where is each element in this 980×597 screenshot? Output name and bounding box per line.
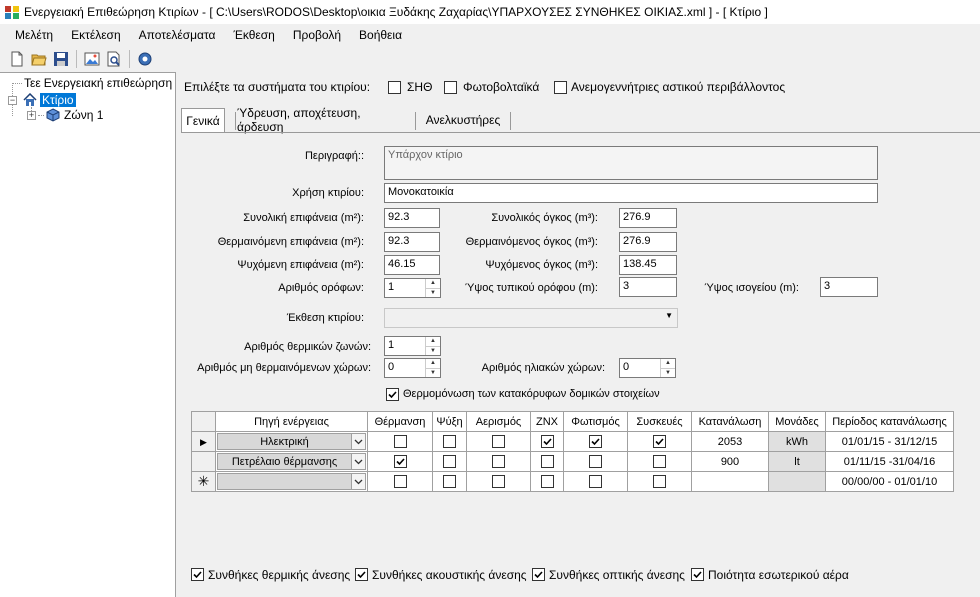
grid-row[interactable] <box>192 432 954 452</box>
grid-check-cell[interactable] <box>628 472 692 492</box>
period-cell[interactable]: 00/00/00 - 01/01/10 <box>826 472 954 492</box>
grid-checkbox[interactable] <box>394 435 407 448</box>
grid-check-cell[interactable] <box>531 432 564 452</box>
checkmark-icon <box>356 569 367 580</box>
save-icon <box>53 51 69 67</box>
photovoltaics-label: Φωτοβολταϊκά <box>463 80 540 94</box>
col-header[interactable]: Συσκευές <box>628 412 692 432</box>
print-preview-button[interactable] <box>103 48 125 70</box>
thermal-zones-stepper[interactable]: 1 ▲ ▼ <box>384 336 441 356</box>
description-field[interactable]: Υπάρχον κτίριο <box>384 146 878 180</box>
spin-down-icon[interactable]: ▼ <box>665 370 671 376</box>
checkmark-icon <box>192 569 203 580</box>
solar-spaces-label: Αριθμός ηλιακών χώρων: <box>481 362 605 374</box>
spin-up-icon[interactable]: ▲ <box>426 279 440 289</box>
grid-checkbox[interactable] <box>492 475 505 488</box>
visual-comfort-label: Συνθήκες οπτικής άνεσης <box>549 568 685 582</box>
grid-check-cell[interactable] <box>628 452 692 472</box>
grid-checkbox[interactable] <box>443 435 456 448</box>
row-header[interactable] <box>192 452 216 472</box>
floor-height-label: Ύψος τυπικού ορόφου (m): <box>464 282 598 294</box>
grid-checkbox[interactable] <box>653 435 666 448</box>
open-button[interactable] <box>28 48 50 70</box>
ground-height-label: Ύψος ισογείου (m): <box>704 282 799 294</box>
grid-checkbox[interactable] <box>394 455 407 468</box>
current-row-icon: ▶ <box>200 436 207 447</box>
grid-checkbox[interactable] <box>653 475 666 488</box>
col-header[interactable]: Περίοδος κατανάλωσης <box>826 412 954 432</box>
title-bar <box>0 0 980 24</box>
grid-check-cell[interactable] <box>433 432 467 452</box>
save-button[interactable] <box>50 48 72 70</box>
house-icon <box>23 93 37 107</box>
energy-source-cell[interactable] <box>216 432 368 452</box>
col-header[interactable]: Ψύξη <box>433 412 467 432</box>
col-header[interactable]: Θέρμανση <box>368 412 433 432</box>
image-icon <box>84 51 100 67</box>
exposure-label: Έκθεση κτιρίου: <box>286 312 364 324</box>
grid-checkbox[interactable] <box>443 475 456 488</box>
heated-volume-label: Θερμαινόμενος όγκος (m³): <box>465 236 598 248</box>
tree-root-prefix: Τεε <box>24 76 41 90</box>
cooled-volume-field[interactable]: 138.45 <box>619 255 677 275</box>
expand-icon[interactable]: + <box>28 109 35 120</box>
floor-height-field[interactable]: 3 <box>619 277 677 297</box>
settings-icon <box>137 51 153 67</box>
chevron-down-icon: ▼ <box>665 311 673 320</box>
insulation-checkbox[interactable] <box>386 388 399 401</box>
chevron-down-icon[interactable] <box>351 434 365 449</box>
checkmark-icon <box>590 436 601 447</box>
collapse-icon[interactable]: − <box>9 94 16 105</box>
grid-check-cell[interactable] <box>368 432 433 452</box>
grid-check-cell[interactable] <box>467 452 531 472</box>
acoustic-comfort-checkbox[interactable] <box>355 568 368 581</box>
spin-up-icon[interactable]: ▲ <box>661 359 675 369</box>
checkmark-icon <box>387 389 398 400</box>
grid-check-cell[interactable] <box>628 432 692 452</box>
tree-zone-label: Ζώνη 1 <box>64 108 104 122</box>
use-field[interactable]: Μονοκατοικία <box>384 183 878 203</box>
floors-stepper[interactable]: 1 ▲ ▼ <box>384 278 441 298</box>
grid-checkbox[interactable] <box>492 435 505 448</box>
photovoltaics-checkbox[interactable] <box>444 81 457 94</box>
energy-source-cell[interactable] <box>216 452 368 472</box>
energy-source-select[interactable] <box>217 433 366 450</box>
tab-water[interactable]: Ύδρευση, αποχέτευση, άρδευση <box>237 106 361 134</box>
grid-checkbox[interactable] <box>589 455 602 468</box>
menu-bar <box>0 24 980 46</box>
energy-source-select[interactable] <box>217 473 366 490</box>
total-volume-label: Συνολικός όγκος (m³): <box>491 212 598 224</box>
cooled-area-label: Ψυχόμενη επιφάνεια (m²): <box>237 259 364 271</box>
grid-checkbox[interactable] <box>541 455 554 468</box>
total-area-label: Συνολική επιφάνεια (m²): <box>243 212 364 224</box>
acoustic-comfort-label: Συνθήκες ακουστικής άνεσης <box>372 568 527 582</box>
grid-checkbox[interactable] <box>443 455 456 468</box>
wind-turbines-checkbox[interactable] <box>554 81 567 94</box>
grid-check-cell[interactable] <box>368 452 433 472</box>
grid-check-cell[interactable] <box>467 472 531 492</box>
menu-report[interactable]: Έκθεση <box>233 28 275 42</box>
spin-up-icon[interactable]: ▲ <box>426 359 440 369</box>
grid-check-cell[interactable] <box>433 452 467 472</box>
chevron-down-icon[interactable] <box>351 474 365 489</box>
energy-source-value: Πετρέλαιο θέρμανσης <box>231 455 338 468</box>
building-panel <box>177 72 980 597</box>
toolbar-separator <box>76 50 77 68</box>
energy-source-value: Ηλεκτρική <box>260 435 309 448</box>
units-cell[interactable]: kWh <box>769 432 826 452</box>
spin-down-icon[interactable]: ▼ <box>430 348 436 354</box>
open-folder-icon <box>31 51 47 67</box>
grid-checkbox[interactable] <box>541 475 554 488</box>
col-header[interactable]: Μονάδες <box>769 412 826 432</box>
grid-checkbox[interactable] <box>394 475 407 488</box>
air-quality-label: Ποιότητα εσωτερικού αέρα <box>708 568 849 582</box>
grid-check-cell[interactable] <box>531 472 564 492</box>
systems-label: Επιλέξτε τα συστήματα του κτιρίου: <box>184 80 371 94</box>
menu-run[interactable]: Εκτέλεση <box>71 28 121 42</box>
grid-check-cell[interactable] <box>564 452 628 472</box>
grid-check-cell[interactable] <box>467 432 531 452</box>
new-file-button[interactable] <box>6 48 28 70</box>
toolbar-separator <box>129 50 130 68</box>
period-cell[interactable]: 01/11/15 -31/04/16 <box>826 452 954 472</box>
grid-check-cell[interactable] <box>531 452 564 472</box>
period-cell[interactable]: 01/01/15 - 31/12/15 <box>826 432 954 452</box>
app-icon <box>4 4 20 20</box>
col-header[interactable]: Πηγή ενέργειας <box>216 412 368 432</box>
col-header[interactable]: Φωτισμός <box>564 412 628 432</box>
tree-root-label: Ενεργειακή επιθεώρηση <box>43 76 173 90</box>
heated-volume-field[interactable]: 276.9 <box>619 232 677 252</box>
checkmark-icon <box>692 569 703 580</box>
tree-item-zone[interactable] <box>27 107 103 123</box>
grid-row[interactable] <box>192 472 954 492</box>
menu-results[interactable]: Αποτελέσματα <box>138 28 216 42</box>
zone-cube-icon <box>46 108 60 122</box>
use-label: Χρήση κτιρίου: <box>292 187 364 199</box>
heated-area-field[interactable]: 92.3 <box>384 232 440 252</box>
total-area-field[interactable]: 92.3 <box>384 208 440 228</box>
thermal-zones-label: Αριθμός θερμικών ζωνών: <box>244 341 371 353</box>
toolbar <box>0 46 980 72</box>
ground-height-field[interactable]: 3 <box>820 277 878 297</box>
tree-item-building[interactable] <box>8 92 76 108</box>
consumption-cell[interactable] <box>692 472 769 492</box>
new-row-icon: ✳ <box>197 473 210 489</box>
checkmark-icon <box>395 456 406 467</box>
grid-checkbox[interactable] <box>589 475 602 488</box>
checkmark-icon <box>533 569 544 580</box>
spin-up-icon[interactable]: ▲ <box>426 337 440 347</box>
menu-study[interactable]: Μελέτη <box>15 28 54 42</box>
consumption-cell[interactable]: 2053 <box>692 432 769 452</box>
energy-source-select[interactable] <box>217 453 366 470</box>
thermal-comfort-checkbox[interactable] <box>191 568 204 581</box>
checkmark-icon <box>654 436 665 447</box>
settings-button[interactable] <box>134 48 156 70</box>
spin-down-icon[interactable]: ▼ <box>430 290 436 296</box>
image-button[interactable] <box>81 48 103 70</box>
chp-label: ΣΗΘ <box>407 80 433 94</box>
grid-row[interactable] <box>192 452 954 472</box>
window-title: Ενεργειακή Επιθεώρηση Κτιρίων - [ C:\Users\RODOS\Desktop\οικια Ξυδάκης Ζαχαρίας\ΥΠΑΡΧΟΥΣΕΣ ΣΥΝΘΗΚΕΣ ΟΙΚΙΑΣ.xml ] - [ Κτίριο ] <box>24 5 768 19</box>
units-cell[interactable] <box>769 472 826 492</box>
new-file-icon <box>9 51 25 67</box>
energy-source-cell[interactable] <box>216 472 368 492</box>
cooled-area-field[interactable]: 46.15 <box>384 255 440 275</box>
air-quality-checkbox[interactable] <box>691 568 704 581</box>
visual-comfort-checkbox[interactable] <box>532 568 545 581</box>
col-header[interactable]: ΖΝΧ <box>531 412 564 432</box>
consumption-cell[interactable]: 900 <box>692 452 769 472</box>
grid-corner <box>192 412 216 432</box>
col-header[interactable]: Αερισμός <box>467 412 531 432</box>
chp-checkbox[interactable] <box>388 81 401 94</box>
spin-down-icon[interactable]: ▼ <box>430 370 436 376</box>
print-preview-icon <box>106 51 122 67</box>
units-cell[interactable]: lt <box>769 452 826 472</box>
floors-label: Αριθμός ορόφων: <box>278 282 364 294</box>
description-label: Περιγραφή:: <box>304 150 364 162</box>
grid-check-cell[interactable] <box>564 432 628 452</box>
grid-checkbox[interactable] <box>541 435 554 448</box>
grid-header-row <box>192 412 954 432</box>
unheated-spaces-label: Αριθμός μη θερμαινόμενων χώρων: <box>197 362 371 374</box>
tab-elevators[interactable]: Ανελκυστήρες <box>425 113 501 127</box>
grid-checkbox[interactable] <box>492 455 505 468</box>
menu-view[interactable]: Προβολή <box>292 28 342 42</box>
grid-checkbox[interactable] <box>653 455 666 468</box>
energy-sources-grid <box>191 411 954 492</box>
grid-check-cell[interactable] <box>564 472 628 492</box>
grid-check-cell[interactable] <box>433 472 467 492</box>
total-volume-field[interactable]: 276.9 <box>619 208 677 228</box>
row-header[interactable] <box>192 432 216 452</box>
project-tree <box>0 72 176 597</box>
solar-spaces-stepper[interactable]: 0 ▲ ▼ <box>619 358 676 378</box>
row-header[interactable] <box>192 472 216 492</box>
thermal-comfort-label: Συνθήκες θερμικής άνεσης <box>208 568 351 582</box>
menu-help[interactable]: Βοήθεια <box>359 28 403 42</box>
checkmark-icon <box>542 436 553 447</box>
tree-item-root[interactable] <box>24 75 172 91</box>
grid-checkbox[interactable] <box>589 435 602 448</box>
cooled-volume-label: Ψυχόμενος όγκος (m³): <box>485 259 598 271</box>
exposure-select[interactable] <box>384 308 678 328</box>
insulation-label: Θερμομόνωση των κατακόρυφων δομικών στοιχείων <box>403 388 660 400</box>
tree-building-label: Κτίριο <box>42 93 74 107</box>
unheated-spaces-stepper[interactable]: 0 ▲ ▼ <box>384 358 441 378</box>
grid-check-cell[interactable] <box>368 472 433 492</box>
tab-general[interactable]: Γενικά <box>181 108 225 132</box>
col-header[interactable]: Κατανάλωση <box>692 412 769 432</box>
heated-area-label: Θερμαινόμενη επιφάνεια (m²): <box>217 236 364 248</box>
wind-turbines-label: Ανεμογεννήτριες αστικού περιβάλλοντος <box>571 80 786 94</box>
chevron-down-icon[interactable] <box>351 454 365 469</box>
